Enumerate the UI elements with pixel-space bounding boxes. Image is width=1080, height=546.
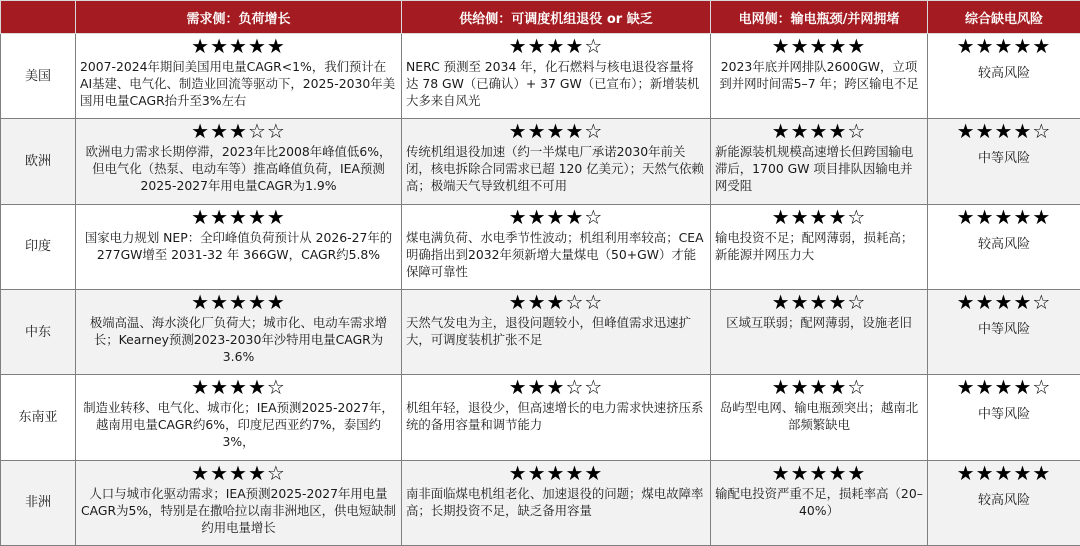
demand-cell bbox=[76, 375, 402, 460]
grid-text: 岛屿型电网、输电瓶颈突出；越南北部频繁缺电 bbox=[719, 400, 919, 433]
overall-risk-label: 中等风险 bbox=[977, 321, 1030, 337]
region-label: 东南亚 bbox=[1, 375, 76, 460]
demand-cell bbox=[76, 34, 402, 119]
supply-cell bbox=[402, 34, 711, 119]
supply-stars: ★★★★☆ bbox=[508, 205, 604, 229]
overall-risk-label: 较高风险 bbox=[977, 236, 1030, 252]
supply-text: 南非面临煤电机组老化、加速退役的问题；煤电故障率高；长期投资不足，缺乏备用容量 bbox=[406, 485, 704, 518]
supply-cell bbox=[402, 204, 711, 289]
grid-text: 输配电投资严重不足，损耗率高（20–40%） bbox=[715, 485, 923, 518]
overall-cell bbox=[928, 289, 1080, 374]
grid-stars: ★★★★☆ bbox=[771, 376, 867, 400]
supply-stars: ★★★★☆ bbox=[508, 35, 604, 58]
overall-cell bbox=[928, 375, 1080, 460]
demand-stars: ★★★★☆ bbox=[191, 376, 286, 400]
supply-cell bbox=[402, 375, 711, 460]
supply-cell bbox=[402, 289, 711, 374]
demand-stars: ★★★★☆ bbox=[191, 461, 286, 485]
overall-risk-label: 中等风险 bbox=[977, 407, 1030, 423]
supply-cell bbox=[402, 460, 711, 545]
overall-stars: ★★★★★ bbox=[956, 35, 1052, 58]
header-demand: 需求侧：负荷增长 bbox=[76, 1, 402, 34]
demand-text: 极端高温、海水淡化厂负荷大；城市化、电动车需求增长；Kearney预测2023-2030年沙特用电量CAGR为3.6% bbox=[89, 314, 388, 364]
grid-stars: ★★★★☆ bbox=[771, 205, 867, 229]
region-label: 非洲 bbox=[1, 460, 76, 545]
table-row bbox=[1, 460, 1080, 545]
table-row bbox=[1, 375, 1080, 460]
overall-cell bbox=[928, 204, 1080, 289]
grid-text: 输电投资不足；配网薄弱，损耗高；新能源并网压力大 bbox=[715, 229, 914, 262]
overall-cell bbox=[928, 34, 1080, 119]
grid-stars: ★★★★☆ bbox=[771, 290, 867, 314]
overall-stars: ★★★★★ bbox=[956, 461, 1052, 485]
supply-text: 机组年轻，退役少，但高速增长的电力需求快速挤压系统的备用容量和调节能力 bbox=[406, 400, 704, 433]
grid-cell bbox=[711, 34, 928, 119]
demand-cell bbox=[76, 289, 402, 374]
grid-cell bbox=[711, 204, 928, 289]
overall-stars: ★★★★☆ bbox=[956, 376, 1052, 400]
demand-text: 2007-2024年期间美国用电量CAGR<1%，我们预计在AI基建、电气化、制造业回流等驱动下，2025-2030年美国用电量CAGR抬升至3%左右 bbox=[80, 59, 396, 108]
overall-cell bbox=[928, 460, 1080, 545]
table-row bbox=[1, 204, 1080, 289]
grid-text: 区域互联弱；配网薄弱，设施老旧 bbox=[726, 314, 912, 330]
supply-stars: ★★★☆☆ bbox=[508, 376, 604, 400]
table-row bbox=[1, 119, 1080, 204]
demand-cell bbox=[76, 204, 402, 289]
overall-risk-label: 较高风险 bbox=[977, 492, 1030, 508]
grid-cell bbox=[711, 119, 928, 204]
grid-stars: ★★★★★ bbox=[771, 461, 867, 485]
grid-text: 新能源装机规模高速增长但跨国输电滞后，1700 GW 项目排队因输电并网受阻 bbox=[715, 144, 914, 194]
demand-stars: ★★★★★ bbox=[191, 205, 286, 229]
header-supply: 供给侧：可调度机组退役 or 缺乏 bbox=[402, 1, 711, 34]
demand-cell bbox=[76, 460, 402, 545]
demand-stars: ★★★★★ bbox=[191, 290, 286, 314]
grid-cell bbox=[711, 460, 928, 545]
supply-text: 天然气发电为主，退役问题较小，但峰值需求迅速扩大，可调度装机扩张不足 bbox=[406, 314, 691, 347]
supply-text: 传统机组退役加速（约一半煤电厂承诺2030年前关闭，核电拆除合同需求已超 120 亿美元）；天然气依赖高；极端天气导致机组不可用 bbox=[406, 144, 704, 194]
demand-text: 欧洲电力需求长期停滞，2023年比2008年峰值低6%，但电气化（热泵、电动车等）推高峰值负荷，IEA预测2025-2027年用电量CAGR为1.9% bbox=[85, 144, 392, 194]
header-row bbox=[1, 1, 1080, 34]
overall-stars: ★★★★★ bbox=[956, 205, 1052, 229]
grid-cell bbox=[711, 375, 928, 460]
header-region bbox=[1, 1, 76, 34]
demand-stars: ★★★★★ bbox=[191, 35, 286, 58]
region-label: 美国 bbox=[1, 34, 76, 119]
demand-text: 国家电力规划 NEP：全印峰值负荷预计从 2026-27年的 277GW增至 2031-32 年 366GW，CAGR约5.8% bbox=[84, 229, 393, 262]
overall-stars: ★★★★☆ bbox=[956, 120, 1052, 144]
header-grid: 电网侧：输电瓶颈/并网拥堵 bbox=[711, 1, 928, 34]
region-label: 欧洲 bbox=[1, 119, 76, 204]
supply-stars: ★★★★★ bbox=[508, 461, 604, 485]
region-label: 中东 bbox=[1, 289, 76, 374]
region-label: 印度 bbox=[1, 204, 76, 289]
grid-cell bbox=[711, 289, 928, 374]
grid-stars: ★★★★★ bbox=[771, 35, 867, 58]
demand-stars: ★★★☆☆ bbox=[191, 120, 286, 144]
overall-stars: ★★★★☆ bbox=[956, 290, 1052, 314]
table-row bbox=[1, 289, 1080, 374]
grid-text: 2023年底并网排队2600GW，立项到并网时间需5–7 年；跨区输电不足 bbox=[719, 59, 919, 91]
table-row bbox=[1, 34, 1080, 119]
grid-stars: ★★★★☆ bbox=[771, 120, 867, 144]
overall-cell bbox=[928, 119, 1080, 204]
header-overall: 综合缺电风险 bbox=[928, 1, 1080, 34]
supply-cell bbox=[402, 119, 711, 204]
supply-text: 煤电满负荷、水电季节性波动；机组利用率较高；CEA 明确指出到2032年须新增大量煤电（50+GW）才能保障可靠性 bbox=[406, 229, 704, 279]
demand-text: 制造业转移、电气化、城市化；IEA预测2025-2027年，越南用电量CAGR约6%，印度尼西亚约7%，泰国约3%， bbox=[83, 400, 394, 450]
overall-risk-label: 较高风险 bbox=[977, 66, 1030, 81]
demand-cell bbox=[76, 119, 402, 204]
supply-text: NERC 预测至 2034 年，化石燃料与核电退役容量将达 78 GW（已确认）+ 37 GW（已宣布）；新增装机大多来自风光 bbox=[406, 59, 700, 108]
supply-stars: ★★★☆☆ bbox=[508, 290, 604, 314]
overall-risk-label: 中等风险 bbox=[977, 151, 1030, 167]
demand-text: 人口与城市化驱动需求；IEA预测2025-2027年用电量CAGR为5%，特别是在撒哈拉以南非洲地区，供电短缺制约用电量增长 bbox=[81, 485, 396, 535]
supply-stars: ★★★★☆ bbox=[508, 120, 604, 144]
